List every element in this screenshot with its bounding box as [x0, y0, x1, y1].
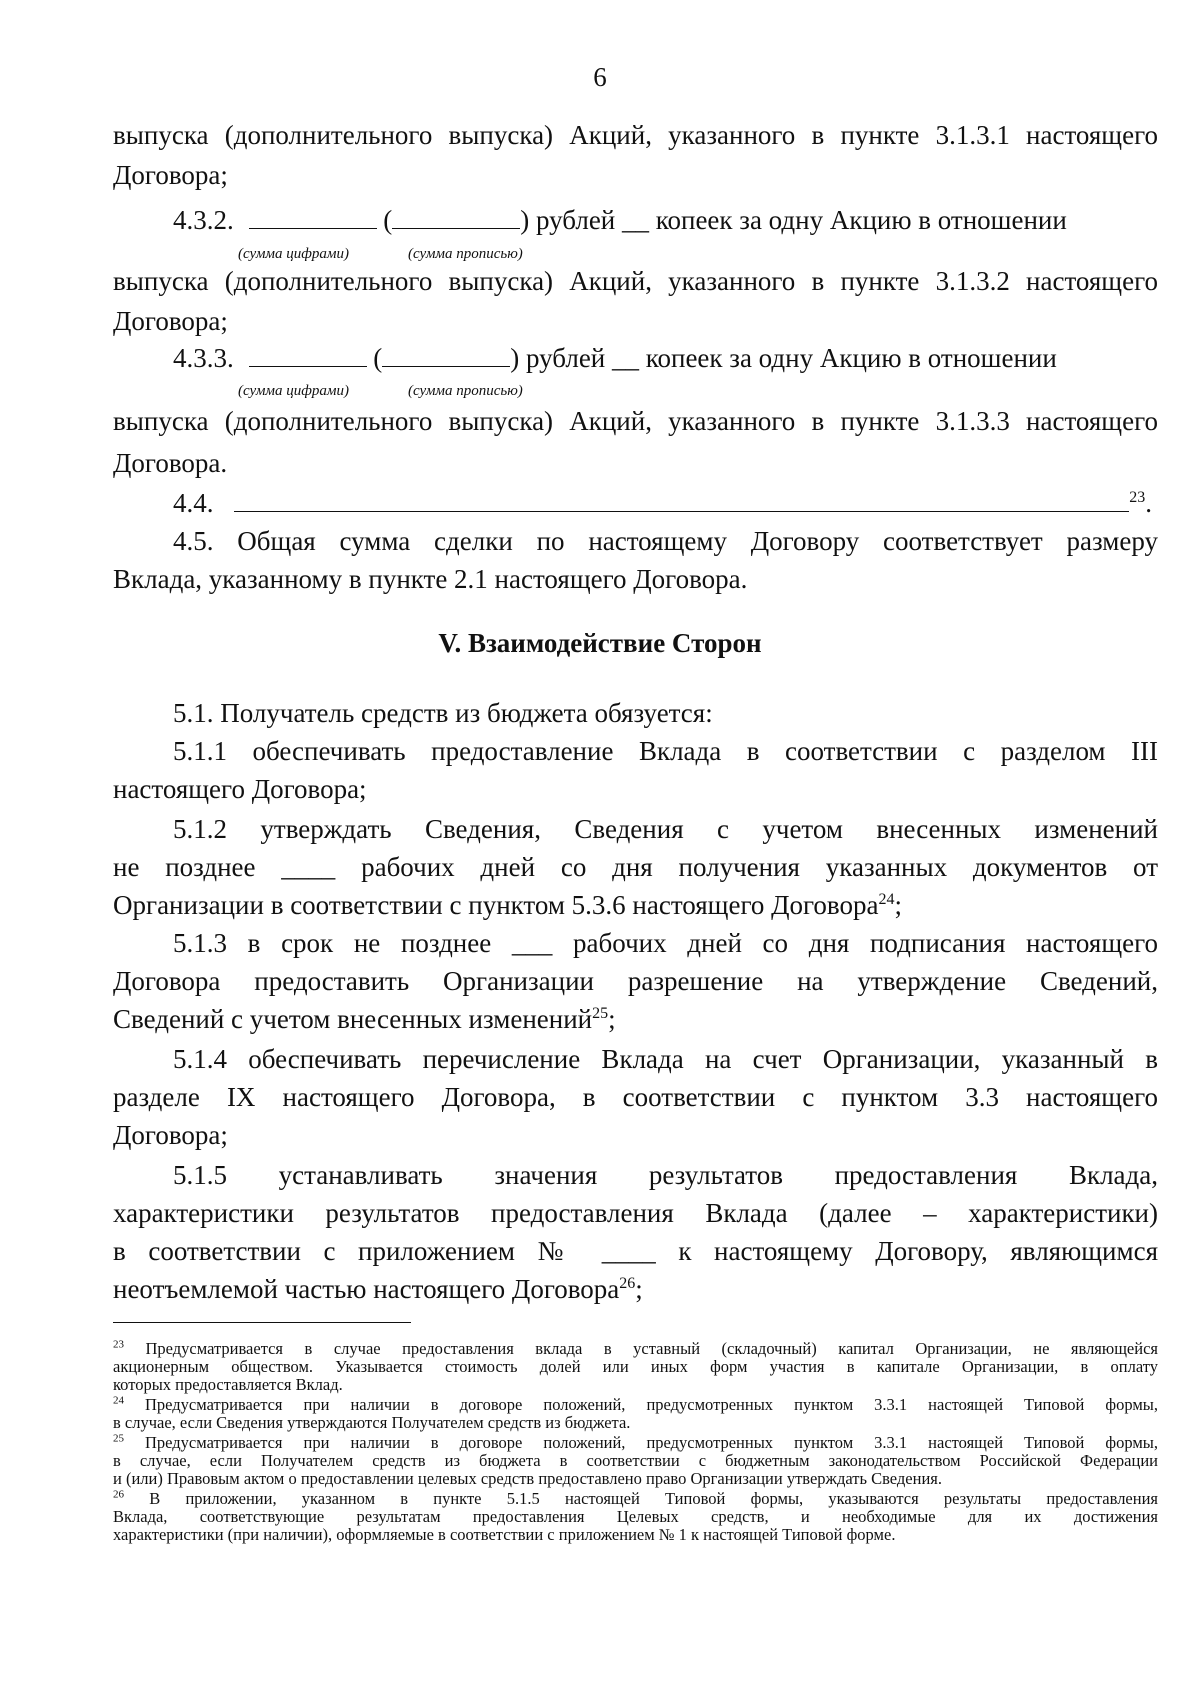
text-line: 4.5. Общая сумма сделки по настоящему Договору соответствует размеру	[173, 526, 1158, 556]
footnote-text: Предусматривается при наличии в договоре положений, предусмотренных пунктом 3.3.1 настоящей Типовой формы,	[145, 1433, 1158, 1452]
text-fragment: неотъемлемой частью настоящего Договора	[113, 1274, 620, 1304]
footnote-line: в случае, если Сведения утверждаются Получателем средств из бюджета.	[113, 1413, 631, 1432]
text-line: характеристики результатов предоставления Вклада (далее – характеристики)	[113, 1198, 1158, 1228]
footnote-number: 26	[113, 1488, 124, 1501]
footnote-26	[113, 1490, 1158, 1508]
footnote-line: которых предоставляется Вклад.	[113, 1375, 343, 1394]
text-fragment: Сведений с учетом внесенных изменений	[113, 1004, 593, 1034]
text-line	[113, 888, 1158, 922]
footnote-ref: 26	[619, 1275, 636, 1292]
text-line: выпуска (дополнительного выпуска) Акций, указанного в пункте 3.1.3.2 настоящего	[113, 266, 1158, 296]
footnote-ref: 23	[1129, 489, 1146, 506]
footnote-line: характеристики (при наличии), оформляемые в соответствии с приложением № 1 к настоящей Типовой форме.	[113, 1525, 896, 1544]
footnote-line: Вклада, соответствующие результатам предоставления Целевых средств, и необходимые для их достижения	[113, 1507, 1158, 1526]
clause-4-4	[113, 486, 1158, 520]
footnote-text: Предусматривается при наличии в договоре положений, предусмотренных пунктом 3.3.1 настоящей Типовой формы,	[145, 1395, 1158, 1414]
footnote-line: и (или) Правовым актом о предоставлении целевых средств предоставлено право Организации утверждать Сведения.	[113, 1469, 942, 1488]
footnote-text: Предусматривается в случае предоставления вклада в уставный (складочный) капитал Организации, не являющейся	[145, 1339, 1158, 1358]
amount-words-blank	[392, 204, 520, 229]
footnote-number: 25	[113, 1432, 124, 1445]
hint-sum-digits: (сумма цифрами)	[238, 383, 349, 399]
text-line: 5.1.1 обеспечивать предоставление Вклада в соответствии с разделом III	[173, 736, 1158, 766]
text-line: в соответствии с приложением № ____ к настоящему Договору, являющимся	[113, 1236, 1158, 1266]
clause-4-3-2: 4.3.2. ( ) рублей __ копеек за одну Акцию в отношении	[173, 205, 1067, 235]
amount-words-blank	[382, 342, 510, 367]
text-line: 5.1.5 устанавливать значения результатов предоставления Вклада,	[173, 1160, 1158, 1190]
hint-sum-digits: (сумма цифрами)	[238, 246, 349, 262]
footnote-25	[113, 1434, 1158, 1452]
text-line: Договора.	[113, 448, 228, 478]
text-line	[113, 1002, 1158, 1036]
text-line: выпуска (дополнительного выпуска) Акций, указанного в пункте 3.1.3.1 настоящего	[113, 120, 1158, 150]
footnote-24	[113, 1396, 1158, 1414]
footnote-ref: 25	[592, 1005, 609, 1022]
text-fragment: ;	[894, 890, 902, 920]
page-number: 6	[593, 62, 607, 92]
text-line: Договора;	[113, 1120, 228, 1150]
clause-end: .	[1145, 488, 1152, 518]
text-fragment: Организации в соответствии с пунктом 5.3.6 настоящего Договора	[113, 890, 879, 920]
footnote-line: акционерным обществом. Указывается стоимость долей или иных форм участия в капитале Организации, в оплату	[113, 1357, 1158, 1376]
clause-4-3-3: 4.3.3. ( ) рублей __ копеек за одну Акцию в отношении	[173, 343, 1057, 373]
text-line: 5.1.3 в срок не позднее ___ рабочих дней со дня подписания настоящего	[173, 928, 1158, 958]
hint-sum-words: (сумма прописью)	[408, 246, 523, 262]
text-line: Договора;	[113, 306, 228, 336]
text-line: 5.1. Получатель средств из бюджета обязуется:	[173, 698, 713, 728]
text-line: настоящего Договора;	[113, 774, 367, 804]
footnote-line: в случае, если Получателем средств из бюджета в соответствии с бюджетным законодательством Российской Федерации	[113, 1451, 1158, 1470]
footnote-number: 23	[113, 1338, 124, 1351]
text-line	[113, 1272, 1158, 1306]
text-line: не позднее ____ рабочих дней со дня получения указанных документов от	[113, 852, 1158, 882]
clause-text: ) рублей __ копеек за одну Акцию в отношении	[520, 205, 1067, 235]
text-line: Договора;	[113, 160, 228, 190]
amount-digits-blank	[249, 204, 377, 229]
text-line: разделе IX настоящего Договора, в соответствии с пунктом 3.3 настоящего	[113, 1082, 1158, 1112]
text-line: выпуска (дополнительного выпуска) Акций, указанного в пункте 3.1.3.3 настоящего	[113, 406, 1158, 436]
clause-text: ) рублей __ копеек за одну Акцию в отношении	[510, 343, 1057, 373]
footnote-text: В приложении, указанном в пункте 5.1.5 настоящей Типовой формы, указываются результаты предоставления	[149, 1489, 1159, 1508]
clause-number: 4.3.3.	[173, 343, 234, 373]
text-line: 5.1.4 обеспечивать перечисление Вклада на счет Организации, указанный в	[173, 1044, 1158, 1074]
footnote-ref: 24	[878, 891, 895, 908]
text-line: 5.1.2 утверждать Сведения, Сведения с учетом внесенных изменений	[173, 814, 1158, 844]
text-fragment: ;	[608, 1004, 616, 1034]
amount-digits-blank	[249, 342, 367, 367]
hint-sum-words: (сумма прописью)	[408, 383, 523, 399]
footnote-23	[113, 1340, 1158, 1358]
section-heading: V. Взаимодействие Сторон	[438, 628, 762, 658]
footnote-separator	[113, 1322, 411, 1323]
clause-number: 4.3.2.	[173, 205, 234, 235]
text-line: Договора предоставить Организации разрешение на утверждение Сведений,	[113, 966, 1158, 996]
text-line: Вклада, указанному в пункте 2.1 настоящего Договора.	[113, 564, 748, 594]
text-fragment: ;	[635, 1274, 643, 1304]
clause-blank-line	[234, 487, 1129, 512]
footnote-number: 24	[113, 1394, 124, 1407]
clause-number: 4.4.	[173, 488, 214, 518]
